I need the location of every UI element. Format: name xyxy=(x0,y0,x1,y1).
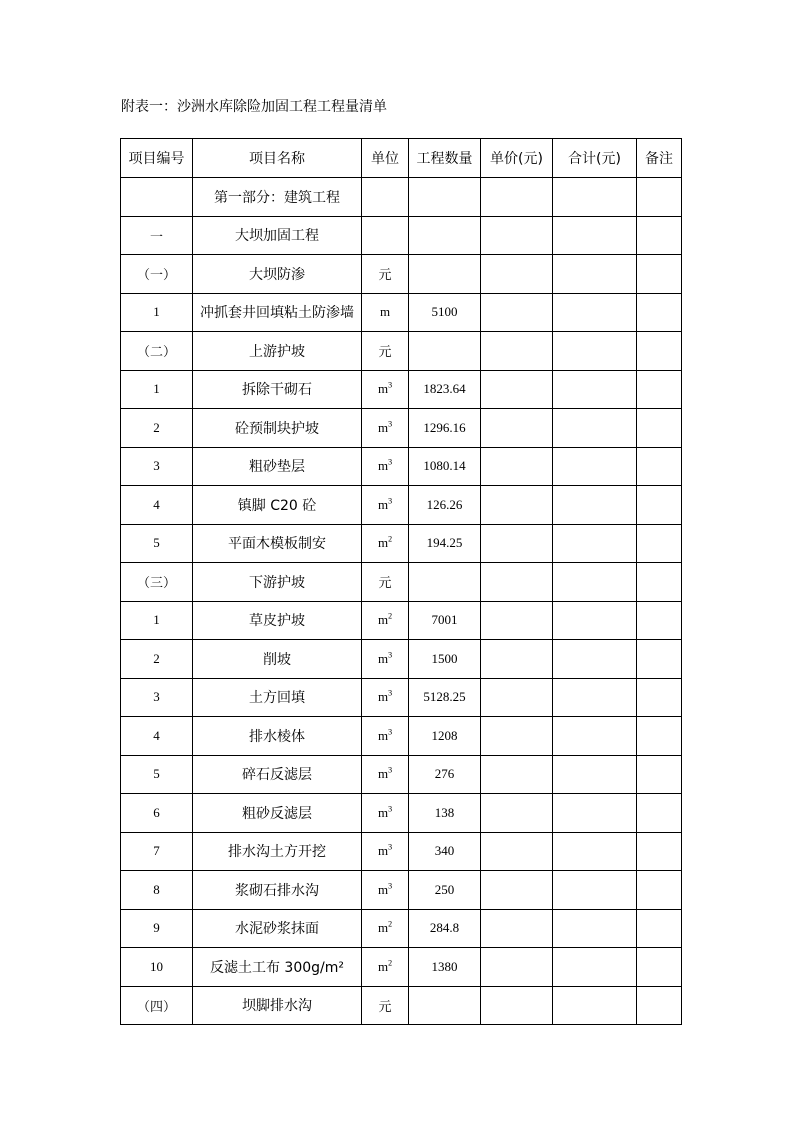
quantity-cell xyxy=(409,332,481,371)
item-name-cell: 浆砌石排水沟 xyxy=(193,871,362,910)
unit-label: m xyxy=(377,381,389,397)
item-name-cell: 坝脚排水沟 xyxy=(193,986,362,1025)
unit-cell xyxy=(362,717,409,756)
item-name-cell: 粗砂垫层 xyxy=(193,447,362,486)
remarks-cell xyxy=(637,293,682,332)
header-unit: 单位 xyxy=(362,139,409,178)
table-row xyxy=(121,909,682,948)
table-row xyxy=(121,986,682,1025)
unit-price-cell xyxy=(481,717,553,756)
remarks-cell xyxy=(637,717,682,756)
item-no-cell: （一） xyxy=(121,255,193,294)
unit-label: m xyxy=(379,304,391,320)
unit-exponent: 3 xyxy=(388,804,393,814)
quantity-cell xyxy=(409,986,481,1025)
total-cell xyxy=(553,293,637,332)
unit-cell xyxy=(362,486,409,525)
table-row xyxy=(121,255,682,294)
unit-label: m xyxy=(377,689,389,705)
item-no-cell: 4 xyxy=(121,717,193,756)
unit-cell xyxy=(362,871,409,910)
header-quantity: 工程数量 xyxy=(409,139,481,178)
item-no-cell: 5 xyxy=(121,755,193,794)
unit-exponent: 2 xyxy=(388,611,393,621)
remarks-cell xyxy=(637,832,682,871)
item-name-cell: 粗砂反滤层 xyxy=(193,794,362,833)
total-cell xyxy=(553,678,637,717)
unit-cell xyxy=(362,678,409,717)
remarks-cell xyxy=(637,755,682,794)
unit-label: m xyxy=(377,766,389,782)
remarks-cell xyxy=(637,486,682,525)
table-row xyxy=(121,563,682,602)
quantity-cell: 1296.16 xyxy=(409,409,481,448)
table-row xyxy=(121,794,682,833)
unit-cell xyxy=(362,601,409,640)
unit-price-cell xyxy=(481,794,553,833)
unit-cell xyxy=(362,794,409,833)
unit-exponent: 2 xyxy=(388,534,393,544)
unit-price-cell xyxy=(481,832,553,871)
remarks-cell xyxy=(637,640,682,679)
item-name-cell: 水泥砂浆抹面 xyxy=(193,909,362,948)
item-name-cell: 排水沟土方开挖 xyxy=(193,832,362,871)
table-row xyxy=(121,293,682,332)
total-cell xyxy=(553,332,637,371)
unit-price-cell xyxy=(481,871,553,910)
remarks-cell xyxy=(637,332,682,371)
item-no-cell: 1 xyxy=(121,370,193,409)
unit-cell xyxy=(362,909,409,948)
quantity-cell: 1823.64 xyxy=(409,370,481,409)
unit-price-cell xyxy=(481,178,553,217)
remarks-cell xyxy=(637,909,682,948)
quantity-cell: 7001 xyxy=(409,601,481,640)
total-cell xyxy=(553,871,637,910)
unit-price-cell xyxy=(481,216,553,255)
item-no-cell: 2 xyxy=(121,640,193,679)
unit-label: m xyxy=(377,843,389,859)
item-no-cell: 3 xyxy=(121,447,193,486)
table-header-row xyxy=(121,139,682,178)
unit-label: 元 xyxy=(378,575,392,591)
unit-price-cell xyxy=(481,255,553,294)
item-no-cell: 5 xyxy=(121,524,193,563)
item-name-cell: 排水棱体 xyxy=(193,717,362,756)
item-no-cell xyxy=(121,178,193,217)
unit-price-cell xyxy=(481,563,553,602)
table-row xyxy=(121,755,682,794)
unit-exponent: 2 xyxy=(388,919,393,929)
table-row xyxy=(121,216,682,255)
remarks-cell xyxy=(637,871,682,910)
remarks-cell xyxy=(637,986,682,1025)
unit-price-cell xyxy=(481,640,553,679)
remarks-cell xyxy=(637,948,682,987)
unit-price-cell xyxy=(481,293,553,332)
quantity-cell xyxy=(409,255,481,294)
quantity-table xyxy=(120,138,682,1025)
quantity-cell: 194.25 xyxy=(409,524,481,563)
item-name-cell: 镇脚 C20 砼 xyxy=(193,486,362,525)
unit-label: m xyxy=(377,958,389,974)
unit-cell xyxy=(362,563,409,602)
total-cell xyxy=(553,563,637,602)
item-name-cell: 冲抓套井回填粘土防渗墙 xyxy=(193,293,362,332)
page-title: 附表一：沙洲水库除险加固工程工程量清单 xyxy=(121,99,387,115)
unit-label: m xyxy=(377,419,389,435)
unit-label: m xyxy=(377,920,389,936)
quantity-cell: 250 xyxy=(409,871,481,910)
quantity-cell: 1208 xyxy=(409,717,481,756)
quantity-cell: 284.8 xyxy=(409,909,481,948)
unit-cell xyxy=(362,216,409,255)
unit-cell xyxy=(362,986,409,1025)
total-cell xyxy=(553,832,637,871)
total-cell xyxy=(553,909,637,948)
unit-label: m xyxy=(377,881,389,897)
remarks-cell xyxy=(637,370,682,409)
unit-price-cell xyxy=(481,909,553,948)
item-no-cell: 10 xyxy=(121,948,193,987)
table-row xyxy=(121,409,682,448)
unit-label: 元 xyxy=(378,267,392,283)
total-cell xyxy=(553,447,637,486)
unit-cell xyxy=(362,447,409,486)
quantity-cell: 276 xyxy=(409,755,481,794)
quantity-cell: 5128.25 xyxy=(409,678,481,717)
item-no-cell: 7 xyxy=(121,832,193,871)
quantity-cell: 126.26 xyxy=(409,486,481,525)
header-item-name: 项目名称 xyxy=(193,139,362,178)
unit-label: m xyxy=(377,458,389,474)
unit-label: m xyxy=(377,496,389,512)
item-no-cell: 8 xyxy=(121,871,193,910)
item-no-cell: 3 xyxy=(121,678,193,717)
unit-cell xyxy=(362,948,409,987)
table-row xyxy=(121,871,682,910)
unit-price-cell xyxy=(481,601,553,640)
item-name-cell: 反滤土工布 300g/m² xyxy=(193,948,362,987)
total-cell xyxy=(553,794,637,833)
unit-exponent: 3 xyxy=(388,419,393,429)
table-row xyxy=(121,601,682,640)
item-no-cell: 1 xyxy=(121,601,193,640)
item-no-cell: （三） xyxy=(121,563,193,602)
total-cell xyxy=(553,986,637,1025)
quantity-cell: 1080.14 xyxy=(409,447,481,486)
unit-exponent: 3 xyxy=(388,765,393,775)
unit-label: m xyxy=(377,535,389,551)
total-cell xyxy=(553,178,637,217)
unit-price-cell xyxy=(481,986,553,1025)
table-row xyxy=(121,948,682,987)
unit-cell xyxy=(362,255,409,294)
item-no-cell: 1 xyxy=(121,293,193,332)
item-name-cell: 土方回填 xyxy=(193,678,362,717)
total-cell xyxy=(553,948,637,987)
table-row xyxy=(121,678,682,717)
total-cell xyxy=(553,370,637,409)
unit-price-cell xyxy=(481,755,553,794)
item-no-cell: （二） xyxy=(121,332,193,371)
header-total: 合计(元) xyxy=(553,139,637,178)
unit-price-cell xyxy=(481,447,553,486)
quantity-cell: 5100 xyxy=(409,293,481,332)
unit-price-cell xyxy=(481,678,553,717)
remarks-cell xyxy=(637,601,682,640)
unit-exponent: 3 xyxy=(388,727,393,737)
total-cell xyxy=(553,601,637,640)
item-name-cell: 砼预制块护坡 xyxy=(193,409,362,448)
total-cell xyxy=(553,255,637,294)
table-row xyxy=(121,178,682,217)
unit-cell xyxy=(362,332,409,371)
unit-price-cell xyxy=(481,524,553,563)
unit-cell xyxy=(362,640,409,679)
unit-label: m xyxy=(377,727,389,743)
item-name-cell: 平面木模板制安 xyxy=(193,524,362,563)
unit-label: 元 xyxy=(378,344,392,360)
table-row xyxy=(121,832,682,871)
total-cell xyxy=(553,640,637,679)
unit-price-cell xyxy=(481,486,553,525)
quantity-cell: 1500 xyxy=(409,640,481,679)
item-no-cell: （四） xyxy=(121,986,193,1025)
unit-label: m xyxy=(377,804,389,820)
item-no-cell: 4 xyxy=(121,486,193,525)
item-name-cell: 削坡 xyxy=(193,640,362,679)
unit-cell xyxy=(362,755,409,794)
unit-exponent: 3 xyxy=(388,881,393,891)
item-no-cell: 2 xyxy=(121,409,193,448)
remarks-cell xyxy=(637,447,682,486)
table-row xyxy=(121,717,682,756)
remarks-cell xyxy=(637,216,682,255)
item-no-cell: 6 xyxy=(121,794,193,833)
unit-cell xyxy=(362,293,409,332)
unit-exponent: 3 xyxy=(388,457,393,467)
unit-label: m xyxy=(377,612,389,628)
remarks-cell xyxy=(637,255,682,294)
table-row xyxy=(121,370,682,409)
unit-cell xyxy=(362,832,409,871)
remarks-cell xyxy=(637,678,682,717)
unit-price-cell xyxy=(481,370,553,409)
item-name-cell: 第一部分：建筑工程 xyxy=(193,178,362,217)
item-name-cell: 大坝防渗 xyxy=(193,255,362,294)
remarks-cell xyxy=(637,563,682,602)
total-cell xyxy=(553,486,637,525)
remarks-cell xyxy=(637,409,682,448)
unit-exponent: 3 xyxy=(388,688,393,698)
unit-price-cell xyxy=(481,332,553,371)
item-name-cell: 大坝加固工程 xyxy=(193,216,362,255)
item-no-cell: 一 xyxy=(121,216,193,255)
total-cell xyxy=(553,524,637,563)
total-cell xyxy=(553,409,637,448)
unit-cell xyxy=(362,524,409,563)
quantity-cell: 340 xyxy=(409,832,481,871)
quantity-cell xyxy=(409,216,481,255)
unit-price-cell xyxy=(481,409,553,448)
item-name-cell: 拆除干砌石 xyxy=(193,370,362,409)
quantity-cell xyxy=(409,563,481,602)
unit-price-cell xyxy=(481,948,553,987)
quantity-cell: 1380 xyxy=(409,948,481,987)
item-name-cell: 草皮护坡 xyxy=(193,601,362,640)
table-row xyxy=(121,447,682,486)
header-item-no: 项目编号 xyxy=(121,139,193,178)
total-cell xyxy=(553,755,637,794)
unit-exponent: 3 xyxy=(388,496,393,506)
unit-cell xyxy=(362,370,409,409)
table-row xyxy=(121,486,682,525)
table-row xyxy=(121,332,682,371)
unit-cell xyxy=(362,178,409,217)
remarks-cell xyxy=(637,524,682,563)
quantity-cell: 138 xyxy=(409,794,481,833)
unit-label: m xyxy=(377,650,389,666)
item-name-cell: 下游护坡 xyxy=(193,563,362,602)
table-row xyxy=(121,524,682,563)
quantity-cell xyxy=(409,178,481,217)
item-no-cell: 9 xyxy=(121,909,193,948)
unit-exponent: 2 xyxy=(388,958,393,968)
unit-label: 元 xyxy=(378,998,392,1014)
item-name-cell: 碎石反滤层 xyxy=(193,755,362,794)
header-unit-price: 单价(元) xyxy=(481,139,553,178)
item-name-cell: 上游护坡 xyxy=(193,332,362,371)
total-cell xyxy=(553,717,637,756)
unit-exponent: 3 xyxy=(388,842,393,852)
header-remarks: 备注 xyxy=(637,139,682,178)
remarks-cell xyxy=(637,794,682,833)
total-cell xyxy=(553,216,637,255)
unit-cell xyxy=(362,409,409,448)
unit-exponent: 3 xyxy=(388,380,393,390)
unit-exponent: 3 xyxy=(388,650,393,660)
table-row xyxy=(121,640,682,679)
remarks-cell xyxy=(637,178,682,217)
